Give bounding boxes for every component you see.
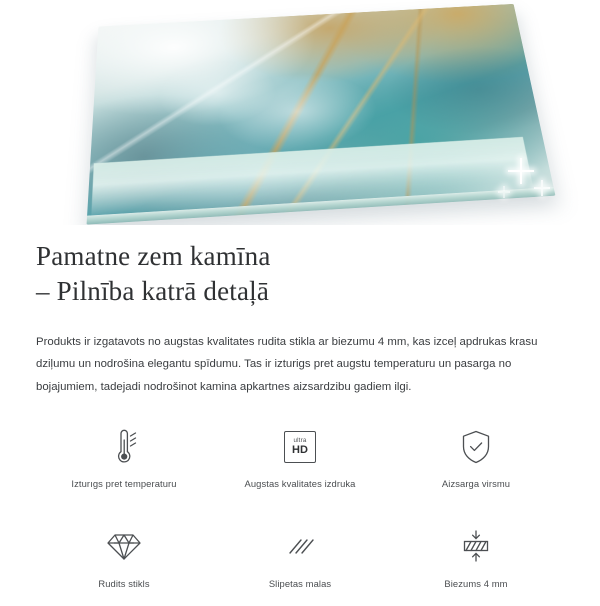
- feature-item-polished-edges: [212, 524, 388, 606]
- thickness-arrows-icon: [458, 524, 494, 570]
- feature-label: Biezums 4 mm: [444, 577, 508, 589]
- content-area: [0, 239, 600, 606]
- feature-item-print-quality: [212, 424, 388, 506]
- page-title: [36, 239, 564, 309]
- polished-edges-icon: [282, 524, 318, 570]
- hero-image: [0, 0, 600, 225]
- feature-item-thickness: [388, 524, 564, 606]
- ultra-hd-badge-top: ultra: [293, 436, 307, 444]
- product-description: Produkts ir izgatavots no augstas kvalitates rudita stikla ar biezumu 4 mm, kas izceļ apdrukas krasu dziļumu un nodrošina elegantu spīdumu. Tas ir izturigs pret augstu temperaturu un pasarga no bojajumiem, tadejadi nodrošinot kamina apkartnes aizsardzibu gadiem ilgi.: [36, 336, 538, 393]
- shield-check-icon: [459, 424, 493, 470]
- ultra-hd-badge-main: HD: [292, 443, 308, 456]
- feature-item-tempered-glass: [36, 524, 212, 606]
- feature-item-surface-protection: [388, 424, 564, 506]
- feature-grid: [36, 424, 564, 606]
- title-line-2: – Pilnība katrā detaļā: [36, 276, 270, 307]
- ultra-hd-icon: [284, 424, 316, 470]
- feature-item-temperature: [36, 424, 212, 506]
- diamond-icon: [106, 524, 142, 570]
- title-line-1: Pamatne zem kamīna: [36, 241, 271, 271]
- thermometer-icon: [107, 424, 141, 470]
- feature-label: Rudits stikls: [98, 577, 150, 589]
- feature-label: Augstas kvalitates izdruka: [244, 477, 356, 489]
- feature-label: Aizsarga virsmu: [441, 477, 511, 489]
- marble-glass-panel-image: [87, 4, 556, 225]
- feature-label: Izturıgs pret temperaturu: [71, 477, 177, 489]
- feature-label: Slipetas malas: [268, 577, 332, 589]
